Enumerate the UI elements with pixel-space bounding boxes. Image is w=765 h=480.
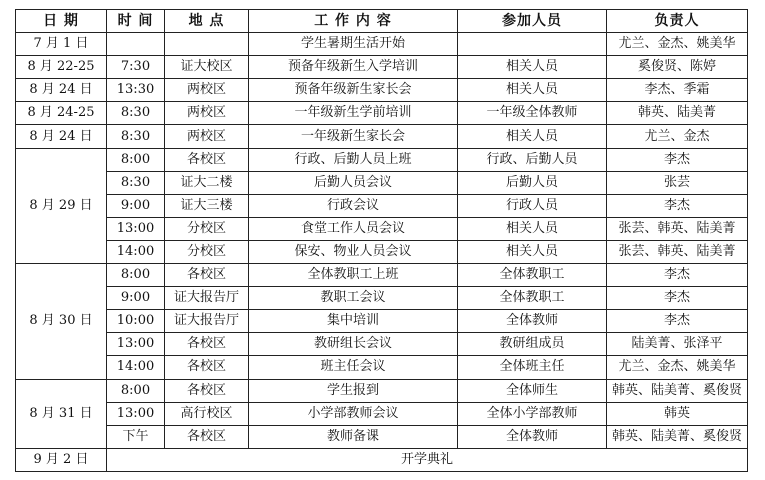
schedule-table (15, 9, 748, 472)
cell-place: 各校区 (165, 148, 249, 171)
cell-participants: 行政人员 (458, 194, 607, 217)
table-row (16, 171, 748, 194)
table-row (16, 356, 748, 379)
header-time: 时 间 (107, 10, 165, 33)
cell-content: 预备年级新生家长会 (249, 79, 458, 102)
cell-owner: 韩英、陆美菁、奚俊贤 (607, 425, 748, 448)
cell-place: 各校区 (165, 379, 249, 402)
cell-time: 8:00 (107, 379, 165, 402)
cell-time: 13:00 (107, 217, 165, 240)
cell-content: 学生报到 (249, 379, 458, 402)
cell-participants: 全体教师 (458, 425, 607, 448)
cell-participants: 全体教职工 (458, 287, 607, 310)
cell-place: 证大校区 (165, 56, 249, 79)
cell-place: 证大报告厅 (165, 310, 249, 333)
cell-participants: 全体小学部教师 (458, 402, 607, 425)
table-row (16, 379, 748, 402)
cell-place: 各校区 (165, 356, 249, 379)
cell-time: 8:30 (107, 171, 165, 194)
cell-time: 8:30 (107, 102, 165, 125)
cell-time: 8:00 (107, 264, 165, 287)
table-row (16, 287, 748, 310)
cell-owner: 张芸 (607, 171, 748, 194)
cell-content: 全体教职工上班 (249, 264, 458, 287)
table-row (16, 102, 748, 125)
cell-owner: 韩英、陆美菁、奚俊贤 (607, 379, 748, 402)
cell-time: 10:00 (107, 310, 165, 333)
header-place: 地 点 (165, 10, 249, 33)
table-row (16, 33, 748, 56)
cell-owner: 尤兰、金杰、姚美华 (607, 33, 748, 56)
cell-place: 各校区 (165, 264, 249, 287)
cell-owner: 李杰 (607, 310, 748, 333)
cell-time: 下午 (107, 425, 165, 448)
cell-place: 两校区 (165, 102, 249, 125)
cell-content: 集中培训 (249, 310, 458, 333)
cell-place: 证大报告厅 (165, 287, 249, 310)
cell-time: 13:00 (107, 402, 165, 425)
table-row (16, 264, 748, 287)
header-row (16, 10, 748, 33)
header-owner: 负责人 (607, 10, 748, 33)
cell-participants: 相关人员 (458, 79, 607, 102)
cell-content: 保安、物业人员会议 (249, 240, 458, 263)
cell-content: 班主任会议 (249, 356, 458, 379)
cell-date: 8 月 24-25 (16, 102, 107, 125)
cell-time (107, 33, 165, 56)
table-row (16, 217, 748, 240)
cell-time: 9:00 (107, 194, 165, 217)
cell-owner: 李杰 (607, 148, 748, 171)
cell-content: 后勤人员会议 (249, 171, 458, 194)
cell-participants: 教研组成员 (458, 333, 607, 356)
cell-date: 7 月 1 日 (16, 33, 107, 56)
cell-participants: 相关人员 (458, 240, 607, 263)
cell-content: 一年级新生家长会 (249, 125, 458, 148)
cell-place: 各校区 (165, 333, 249, 356)
table-row (16, 56, 748, 79)
cell-participants: 一年级全体教师 (458, 102, 607, 125)
cell-owner: 尤兰、金杰、姚美华 (607, 356, 748, 379)
cell-owner: 李杰、季霜 (607, 79, 748, 102)
cell-content: 一年级新生学前培训 (249, 102, 458, 125)
cell-participants (458, 33, 607, 56)
cell-participants: 后勤人员 (458, 171, 607, 194)
table-row (16, 333, 748, 356)
table-row (16, 310, 748, 333)
cell-owner: 韩英 (607, 402, 748, 425)
cell-content: 学生暑期生活开始 (249, 33, 458, 56)
table-row (16, 79, 748, 102)
table-row (16, 148, 748, 171)
cell-owner: 李杰 (607, 194, 748, 217)
cell-date: 8 月 24 日 (16, 125, 107, 148)
cell-content: 食堂工作人员会议 (249, 217, 458, 240)
cell-owner: 韩英、陆美菁 (607, 102, 748, 125)
cell-participants: 相关人员 (458, 56, 607, 79)
table-row (16, 425, 748, 448)
cell-time: 7:30 (107, 56, 165, 79)
cell-time: 8:30 (107, 125, 165, 148)
cell-owner: 张芸、韩英、陆美菁 (607, 217, 748, 240)
table-row (16, 240, 748, 263)
cell-participants: 全体教师 (458, 310, 607, 333)
cell-content: 行政、后勤人员上班 (249, 148, 458, 171)
header-date: 日 期 (16, 10, 107, 33)
table-row (16, 448, 748, 471)
cell-participants: 行政、后勤人员 (458, 148, 607, 171)
cell-date: 8 月 31 日 (16, 379, 107, 448)
cell-content: 开学典礼 (107, 448, 748, 471)
cell-place: 证大三楼 (165, 194, 249, 217)
table-row (16, 402, 748, 425)
cell-place: 分校区 (165, 240, 249, 263)
cell-owner: 奚俊贤、陈婷 (607, 56, 748, 79)
cell-owner: 李杰 (607, 287, 748, 310)
cell-time: 14:00 (107, 356, 165, 379)
cell-time: 14:00 (107, 240, 165, 263)
cell-content: 预备年级新生入学培训 (249, 56, 458, 79)
cell-time: 13:30 (107, 79, 165, 102)
cell-owner: 陆美菁、张泽平 (607, 333, 748, 356)
table-row (16, 194, 748, 217)
header-participants: 参加人员 (458, 10, 607, 33)
cell-content: 行政会议 (249, 194, 458, 217)
header-content: 工 作 内 容 (249, 10, 458, 33)
cell-content: 小学部教师会议 (249, 402, 458, 425)
cell-time: 13:00 (107, 333, 165, 356)
cell-place: 高行校区 (165, 402, 249, 425)
table-row (16, 125, 748, 148)
cell-content: 教职工会议 (249, 287, 458, 310)
cell-participants: 全体班主任 (458, 356, 607, 379)
cell-place: 两校区 (165, 79, 249, 102)
cell-place (165, 33, 249, 56)
cell-place: 各校区 (165, 425, 249, 448)
cell-participants: 全体师生 (458, 379, 607, 402)
cell-owner: 李杰 (607, 264, 748, 287)
cell-date: 8 月 24 日 (16, 79, 107, 102)
cell-place: 分校区 (165, 217, 249, 240)
cell-date: 8 月 30 日 (16, 264, 107, 379)
cell-place: 两校区 (165, 125, 249, 148)
cell-owner: 尤兰、金杰 (607, 125, 748, 148)
cell-content: 教研组长会议 (249, 333, 458, 356)
cell-time: 8:00 (107, 148, 165, 171)
cell-time: 9:00 (107, 287, 165, 310)
cell-participants: 相关人员 (458, 125, 607, 148)
cell-participants: 相关人员 (458, 217, 607, 240)
cell-owner: 张芸、韩英、陆美菁 (607, 240, 748, 263)
cell-content: 教师备课 (249, 425, 458, 448)
cell-participants: 全体教职工 (458, 264, 607, 287)
cell-date: 8 月 22-25 (16, 56, 107, 79)
cell-place: 证大二楼 (165, 171, 249, 194)
cell-date: 8 月 29 日 (16, 148, 107, 263)
cell-date: 9 月 2 日 (16, 448, 107, 471)
